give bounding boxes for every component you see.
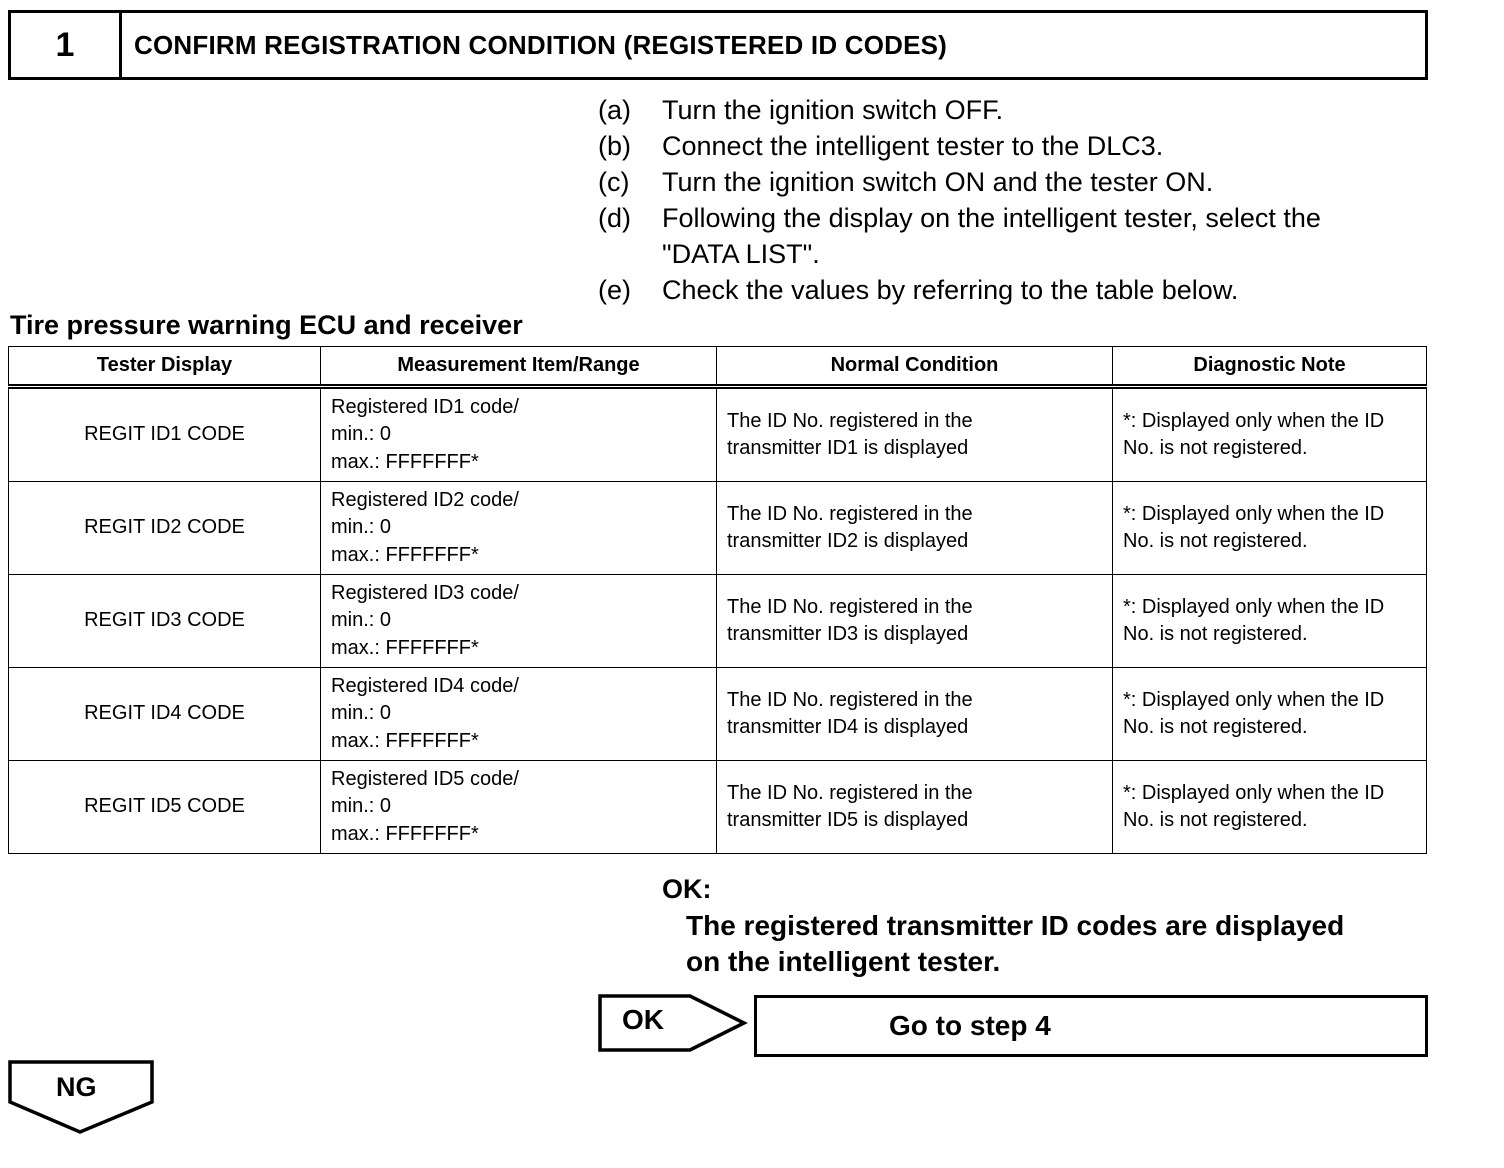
instruction-label: (c) [598,167,630,197]
cell-measurement-range [321,761,717,854]
step-title: CONFIRM REGISTRATION CONDITION (REGISTERED ID CODES) [134,29,948,60]
ok-condition-text: on the intelligent tester. [686,946,1001,977]
range-line: max.: FFFFFFF* [331,822,479,845]
table-row [9,668,1427,761]
note-line: *: Displayed only when the ID [1123,502,1385,525]
range-line: Registered ID3 code/ [331,581,519,604]
column-header: Diagnostic Note [1113,347,1427,387]
cell-diagnostic-note [1113,482,1427,575]
range-line: Registered ID4 code/ [331,674,519,697]
cell-measurement-range [321,482,717,575]
table-header-row [9,347,1427,387]
cell-diagnostic-note [1113,575,1427,668]
cell-tester-display: REGIT ID3 CODE [9,575,321,668]
instruction-label: (b) [598,131,631,161]
cell-normal-condition [717,668,1113,761]
note-line: No. is not registered. [1123,809,1308,831]
range-line: max.: FFFFFFF* [331,729,479,752]
cell-measurement-range [321,387,717,482]
go-to-step-4-box[interactable] [754,995,1428,1057]
column-header: Measurement Item/Range [321,347,717,387]
table-title: Tire pressure warning ECU and receiver [10,310,523,340]
cell-measurement-range [321,575,717,668]
range-line: Registered ID5 code/ [331,767,519,790]
table-row [9,482,1427,575]
note-line: *: Displayed only when the ID [1123,409,1385,432]
range-line: max.: FFFFFFF* [331,450,479,473]
data-list-table [8,346,1427,854]
cell-tester-display: REGIT ID5 CODE [9,761,321,854]
condition-line: transmitter ID4 is displayed [727,716,969,738]
cell-diagnostic-note [1113,668,1427,761]
cell-diagnostic-note [1113,387,1427,482]
instruction-text: "DATA LIST". [662,239,820,269]
note-line: *: Displayed only when the ID [1123,781,1385,804]
condition-line: The ID No. registered in the [727,688,973,711]
range-line: min.: 0 [331,609,392,632]
go-to-step-label: Go to step 4 [889,1010,1051,1041]
range-line: max.: FFFFFFF* [331,636,479,659]
range-line: min.: 0 [331,795,392,818]
condition-line: The ID No. registered in the [727,409,973,432]
range-line: max.: FFFFFFF* [331,543,479,566]
step-header [8,10,1428,80]
step-number: 1 [11,13,122,77]
instruction-text: Check the values by referring to the table below. [662,275,1239,305]
range-line: Registered ID1 code/ [331,395,519,418]
cell-normal-condition [717,575,1113,668]
cell-tester-display: REGIT ID4 CODE [9,668,321,761]
cell-normal-condition [717,482,1113,575]
condition-line: transmitter ID3 is displayed [727,623,969,645]
instruction-label: (a) [598,95,631,125]
ok-branch-label: OK [622,1004,664,1035]
note-line: No. is not registered. [1123,530,1308,552]
cell-normal-condition [717,387,1113,482]
ok-condition-label: OK: [662,874,712,904]
ok-arrow-icon[interactable] [596,992,748,1054]
range-line: min.: 0 [331,702,392,725]
range-line: Registered ID2 code/ [331,488,519,511]
condition-line: The ID No. registered in the [727,781,973,804]
range-line: min.: 0 [331,423,392,446]
cell-measurement-range [321,668,717,761]
table-row [9,575,1427,668]
column-header: Tester Display [9,347,321,387]
instruction-label: (e) [598,275,631,305]
instruction-text: Following the display on the intelligent tester, select the [662,203,1321,233]
instruction-label: (d) [598,203,631,233]
table-row [9,387,1427,482]
ok-condition-text: The registered transmitter ID codes are displayed [686,910,1345,941]
condition-line: The ID No. registered in the [727,595,973,618]
cell-diagnostic-note [1113,761,1427,854]
instruction-text: Connect the intelligent tester to the DLC3. [662,131,1164,161]
column-header: Normal Condition [717,347,1113,387]
instruction-text: Turn the ignition switch ON and the tester ON. [662,167,1214,197]
range-line: min.: 0 [331,516,392,539]
instruction-text: Turn the ignition switch OFF. [662,95,1004,125]
note-line: No. is not registered. [1123,716,1308,738]
note-line: No. is not registered. [1123,623,1308,645]
cell-tester-display: REGIT ID1 CODE [9,387,321,482]
condition-line: The ID No. registered in the [727,502,973,525]
note-line: *: Displayed only when the ID [1123,595,1385,618]
condition-line: transmitter ID1 is displayed [727,437,969,459]
note-line: *: Displayed only when the ID [1123,688,1385,711]
table-row [9,761,1427,854]
cell-normal-condition [717,761,1113,854]
ng-branch-label: NG [56,1072,97,1102]
note-line: No. is not registered. [1123,437,1308,459]
cell-tester-display: REGIT ID2 CODE [9,482,321,575]
condition-line: transmitter ID5 is displayed [727,809,969,831]
condition-line: transmitter ID2 is displayed [727,530,969,552]
